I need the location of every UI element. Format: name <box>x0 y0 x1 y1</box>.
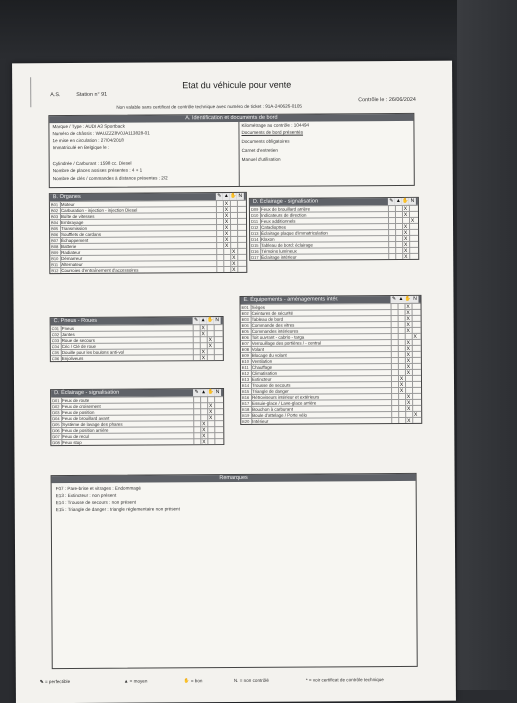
pencil-icon: ✎ <box>390 296 397 303</box>
row-mark: X <box>230 255 237 261</box>
remark-line-2: E14 : Trousse de secours : non présent <box>56 500 136 506</box>
row-mark: X <box>405 394 412 400</box>
row-code: E18 <box>242 407 249 413</box>
row-label: Feux additionnels <box>261 219 295 225</box>
row-mark: X <box>405 310 412 316</box>
row-label: Démarreur <box>61 256 82 262</box>
row-mark: X <box>412 334 419 340</box>
row-code: E13 <box>242 377 249 383</box>
row-label: Feux de croisement <box>62 404 101 410</box>
row-label: Rétroviseurs intérieur et extérieurs <box>252 394 319 400</box>
thumbs-up-icon: ✋ <box>184 678 190 683</box>
row-code: D01 <box>52 398 59 404</box>
row-code: C04 <box>52 344 59 350</box>
legend-voir-certificat: * = voir certificat de contrôle technique <box>306 677 384 682</box>
ident-right-0: Kilométrage au contrôle : 104494 <box>241 123 309 129</box>
row-mark: X <box>405 322 412 328</box>
section-title: B. Organes <box>50 193 246 201</box>
row-mark: X <box>230 249 237 255</box>
row-label: Essuie-glace / Lave-glace arrière <box>252 400 316 406</box>
row-mark: X <box>223 213 230 219</box>
checklist-row <box>241 417 421 425</box>
row-mark: X <box>409 218 416 224</box>
section-title: D. Éclairage - signalisation <box>51 389 223 397</box>
row-label: Douille pour les boulons anti-vol <box>62 350 124 356</box>
section-d-eclairage-left <box>50 388 224 446</box>
page-title: Etat du véhicule pour vente <box>182 80 291 91</box>
remark-line-0: F07 : Pare-brise et vitrages : Endommagé <box>56 486 141 492</box>
row-mark: X <box>405 364 412 370</box>
row-mark: X <box>200 421 207 427</box>
subtitle: Non valable sans certificat de contrôle technique avec numéro de ticket : 91A-240626-0105 <box>116 104 302 110</box>
row-mark: X <box>200 427 207 433</box>
legend-bon-label: = bon <box>191 678 203 683</box>
row-code: D04 <box>52 416 59 422</box>
remark-line-3: E15 : Triangle de danger : triangle réglementaire non présent <box>56 506 180 512</box>
row-label: Climatisation <box>252 371 277 377</box>
row-label: Catadioptres <box>261 225 286 231</box>
background-desk <box>0 0 517 60</box>
row-label: Feux de brouillard arrière <box>261 207 310 213</box>
row-label: Commande des vitres <box>252 323 295 329</box>
section-e-equipements <box>239 295 422 425</box>
ident-left-3: Immatriculé en Belgique le : <box>53 145 110 151</box>
row-code: E01 <box>242 305 249 311</box>
row-code: E15 <box>242 389 249 395</box>
row-label: Échappement <box>61 238 88 244</box>
row-code: E14 <box>242 383 249 389</box>
row-mark: X <box>207 337 214 343</box>
row-mark: X <box>223 225 230 231</box>
row-mark: X <box>405 418 412 424</box>
row-label: Feux stop <box>62 440 81 446</box>
ident-right-2: Documents obligatoires <box>242 139 290 145</box>
thumbs-up-icon: ✋ <box>230 193 237 200</box>
row-code: E08 <box>242 347 249 353</box>
row-label: Roue de secours <box>62 338 95 344</box>
ident-left-0: Marque / Type : AUDI A3 Sportback <box>52 124 124 130</box>
row-code: D09 <box>251 207 258 213</box>
section-title: E. Équipements - aménagements intér. <box>240 296 420 304</box>
row-label: Alternateur <box>61 262 83 268</box>
row-label: Boule d'attelage / Porte vélo <box>252 413 307 419</box>
row-label: Cric / Clé de roue <box>62 344 96 350</box>
row-label: Extincteur <box>252 377 272 383</box>
checklist-row <box>250 253 418 261</box>
row-label: Chauffage <box>252 365 272 371</box>
section-b-organes <box>49 192 247 274</box>
row-code: E11 <box>242 365 249 371</box>
row-label: Triangle de danger <box>252 389 289 395</box>
row-mark: X <box>398 382 405 388</box>
row-mark: X <box>402 236 409 242</box>
row-mark: X <box>200 439 207 445</box>
row-mark: X <box>223 201 230 207</box>
row-label: Jantes <box>62 332 75 338</box>
row-mark: X <box>405 400 412 406</box>
triangle-warning-icon: ▲ <box>395 198 402 205</box>
row-code: B12 <box>51 268 58 274</box>
row-label: Verrouillage des portières / - central <box>252 340 321 346</box>
checklist-row <box>51 438 223 446</box>
row-code: C01 <box>52 326 59 332</box>
row-mark: X <box>200 349 207 355</box>
row-label: Blocage du volant <box>252 353 287 359</box>
row-label: Tableau de bord <box>252 317 284 323</box>
pencil-icon: ✎ <box>193 389 200 396</box>
row-mark: X <box>398 388 405 394</box>
row-code: D16 <box>251 249 258 255</box>
document-page <box>12 61 456 703</box>
row-code: B02 <box>51 208 58 214</box>
ident-right-1: Documents de bord présentés <box>241 130 303 136</box>
pencil-icon: ✎ <box>40 679 44 684</box>
row-code: B10 <box>51 256 58 262</box>
row-label: Tableau de bord: éclairage <box>261 243 313 249</box>
row-mark: X <box>230 261 237 267</box>
row-label: Ventilation <box>252 359 272 365</box>
legend-non-controle: N. = non contrôlé <box>234 678 269 683</box>
row-code: E09 <box>242 353 249 359</box>
thumbs-up-icon: ✋ <box>207 317 214 324</box>
row-code: D13 <box>251 231 258 237</box>
thumbs-up-icon: ✋ <box>402 198 409 205</box>
row-code: B07 <box>51 238 58 244</box>
thumbs-up-icon: ✋ <box>404 296 411 303</box>
col-header-n: N <box>409 198 416 205</box>
row-code: B11 <box>51 262 58 268</box>
legend-moyen-label: = moyen <box>130 679 148 684</box>
ident-left-2: 1e mise en circulation : 27/04/2018 <box>53 138 124 144</box>
row-label: Commandes intérieures <box>252 329 299 335</box>
row-label: Klaxon <box>261 237 274 243</box>
col-header-n: N <box>237 193 244 200</box>
thumbs-up-icon: ✋ <box>207 389 214 396</box>
triangle-warning-icon: ▲ <box>200 389 207 396</box>
row-label: Feux de position <box>62 410 94 416</box>
col-header-n: N <box>214 389 221 396</box>
row-mark: X <box>402 248 409 254</box>
row-code: B01 <box>51 202 58 208</box>
remarks-box <box>51 473 418 669</box>
row-label: Embrayage <box>61 220 83 226</box>
row-code: C02 <box>52 332 59 338</box>
row-mark: X <box>412 412 419 418</box>
row-mark: X <box>223 219 230 225</box>
row-mark: X <box>223 207 230 213</box>
row-mark: X <box>402 206 409 212</box>
triangle-warning-icon: ▲ <box>397 296 404 303</box>
row-label: Courroies d'entraînement d'accessoires <box>61 268 138 274</box>
row-code: B03 <box>51 214 58 220</box>
row-label: Éclairage plaque d'immatriculation <box>261 230 328 236</box>
row-label: Sièges <box>252 305 265 311</box>
row-mark: X <box>402 212 409 218</box>
row-code: E12 <box>242 371 249 377</box>
row-code: D05 <box>52 422 59 428</box>
row-mark: X <box>398 376 405 382</box>
background-wall <box>457 0 517 690</box>
row-mark: X <box>223 231 230 237</box>
row-label: Feux de position arrière <box>62 428 108 434</box>
row-mark: X <box>207 403 214 409</box>
row-mark: X <box>405 340 412 346</box>
row-code: E04 <box>242 323 249 329</box>
row-mark: X <box>200 355 207 361</box>
row-label: Carburation - injection - injection Diesel <box>61 208 137 214</box>
row-mark: X <box>402 224 409 230</box>
row-mark: X <box>223 237 230 243</box>
legend-bon <box>184 678 203 684</box>
row-mark: X <box>402 230 409 236</box>
row-mark: X <box>402 242 409 248</box>
row-code: C03 <box>52 338 59 344</box>
row-code: B04 <box>51 220 58 226</box>
row-code: C06 <box>52 356 59 362</box>
col-header-n: N <box>214 317 221 324</box>
row-code: D12 <box>251 225 258 231</box>
pencil-icon: ✎ <box>193 317 200 324</box>
row-code: D17 <box>251 255 258 261</box>
row-code: C05 <box>52 350 59 356</box>
row-code: D14 <box>251 237 258 243</box>
row-label: Pneus <box>62 326 74 332</box>
row-mark: X <box>405 346 412 352</box>
row-code: D15 <box>251 243 258 249</box>
control-date: Contrôle le : 26/06/2024 <box>358 97 416 104</box>
row-label: Témoins lumineux <box>261 249 297 255</box>
row-label: Feux de recul <box>62 434 89 440</box>
row-code: E02 <box>242 311 249 317</box>
row-label: Boîte de vitesses <box>61 214 94 220</box>
row-mark: X <box>405 316 412 322</box>
row-label: Soufflets de cardans <box>61 232 101 238</box>
row-code: E07 <box>242 341 249 347</box>
row-code: E19 <box>242 413 249 419</box>
row-label: Toit ouvrant - cabrio - targa <box>252 335 305 341</box>
row-mark: X <box>200 325 207 331</box>
row-code: D06 <box>52 428 59 434</box>
row-code: D02 <box>52 404 59 410</box>
row-mark: X <box>405 406 412 412</box>
legend-perfectible-label: = perfectible <box>45 679 70 684</box>
ident-left-6: Nombre de places assises présentes : 4 + 1 <box>53 168 143 174</box>
row-mark: X <box>200 433 207 439</box>
identification-header: A. Identification et documents de bord <box>49 114 413 123</box>
section-d-eclairage-right <box>249 197 419 261</box>
row-code: B08 <box>51 244 58 250</box>
row-label: Moteur <box>61 202 75 208</box>
station-number: Station n° 91 <box>76 92 107 98</box>
identification-box <box>48 113 414 188</box>
row-code: D10 <box>251 213 258 219</box>
row-code: D11 <box>251 219 258 225</box>
row-mark: X <box>230 267 237 273</box>
col-header-n: N <box>411 296 418 303</box>
ident-right-3: Carnet d'entretien <box>242 148 278 154</box>
row-code: D07 <box>52 434 59 440</box>
section-title: C. Pneus - Roues <box>51 317 223 325</box>
row-code: E10 <box>242 359 249 365</box>
section-title: D. Éclairage - signalisation <box>250 198 418 206</box>
identification-divider <box>238 122 239 186</box>
remark-line-1: E13 : Extincteur : non présent <box>56 493 117 499</box>
row-code: D08 <box>52 440 59 446</box>
row-label: Indicateurs de direction <box>261 213 306 219</box>
row-label: Enjoliveurs <box>62 356 84 362</box>
pencil-icon: ✎ <box>388 198 395 205</box>
row-code: B05 <box>51 226 58 232</box>
row-code: E03 <box>242 317 249 323</box>
row-mark: X <box>405 304 412 310</box>
row-mark: X <box>405 352 412 358</box>
row-label: Bouchon à carburant <box>252 407 293 413</box>
row-label: Éclairage intérieur <box>261 255 296 261</box>
row-code: E17 <box>242 401 249 407</box>
triangle-warning-icon: ▲ <box>200 317 207 324</box>
row-code: E05 <box>242 329 249 335</box>
row-label: Système de lavage des phares <box>62 422 122 428</box>
ident-right-4: Manuel d'utilisation <box>242 157 281 163</box>
row-label: Volant <box>252 347 264 353</box>
row-code: B06 <box>51 232 58 238</box>
ident-left-7: Nombre de clés / commandes à distance présentes : 2/2 <box>53 175 168 181</box>
row-code: E20 <box>242 419 249 425</box>
row-label: Transmission <box>61 226 87 232</box>
row-label: Intérieur <box>252 419 268 425</box>
row-label: Radiateur <box>61 250 80 256</box>
row-label: Trousse de secours <box>252 383 290 389</box>
checklist-row <box>51 354 223 362</box>
legend-perfectible <box>40 679 70 685</box>
row-mark: X <box>207 415 214 421</box>
legend-moyen <box>124 679 148 684</box>
triangle-warning-icon: ▲ <box>124 679 129 684</box>
row-code: D03 <box>52 410 59 416</box>
org-code: A.S. <box>50 92 60 98</box>
checklist-row <box>50 266 246 274</box>
row-label: Ceintures de sécurité <box>252 311 294 317</box>
pencil-icon: ✎ <box>216 193 223 200</box>
row-label: Feux de route <box>62 398 89 404</box>
remarks-header: Remarques <box>52 474 416 483</box>
ident-left-5: Cylindrée / Carburant : 1598 cc. Diesel <box>53 161 132 167</box>
row-mark: X <box>405 370 412 376</box>
row-code: E06 <box>242 335 249 341</box>
row-code: B09 <box>51 250 58 256</box>
triangle-warning-icon: ▲ <box>223 193 230 200</box>
row-label: Feux de brouillard avant <box>62 416 109 422</box>
row-label: Batterie <box>61 244 76 250</box>
ident-left-1: Numéro de châssis : WAUZZZ8V0JA113828-01 <box>52 131 149 137</box>
row-mark: X <box>223 243 230 249</box>
row-mark: X <box>207 343 214 349</box>
row-mark: X <box>200 331 207 337</box>
hole-punch-mark <box>30 77 31 107</box>
row-mark: X <box>207 409 214 415</box>
row-mark: X <box>405 328 412 334</box>
row-mark: X <box>405 358 412 364</box>
row-code: E16 <box>242 395 249 401</box>
row-mark: X <box>402 254 409 260</box>
section-c-pneus-roues <box>50 316 224 362</box>
